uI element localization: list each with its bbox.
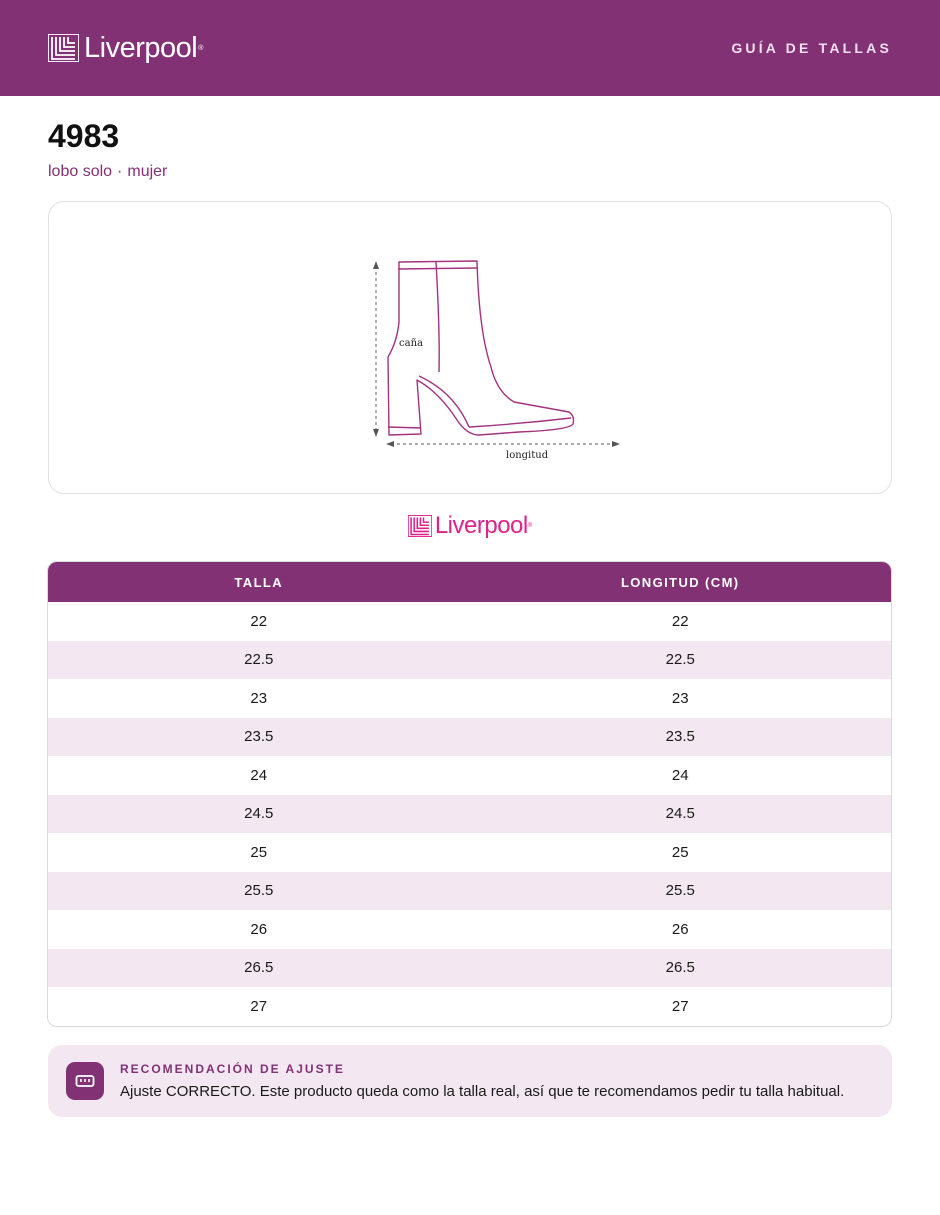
- table-header-row: [48, 562, 891, 602]
- table-row: [48, 756, 891, 795]
- size-cell: 24: [250, 766, 268, 784]
- size-cell: 26.5: [48, 949, 470, 988]
- watermark-brand-name: Liverpool: [434, 512, 528, 539]
- length-cell: 27: [671, 997, 689, 1015]
- length-cell: 22.5: [470, 641, 892, 680]
- product-subtitle: [48, 163, 892, 181]
- length-arrow-right: [612, 441, 620, 447]
- product-brand: lobo solo: [48, 163, 113, 180]
- boot-heel-base: [388, 427, 421, 428]
- size-cell: 23: [250, 689, 268, 707]
- product-title: 4983: [48, 118, 120, 154]
- column-header-size: TALLA: [48, 562, 470, 602]
- size-cell: 22.5: [48, 641, 470, 680]
- length-cell: 26.5: [470, 949, 892, 988]
- size-table: [47, 561, 892, 1027]
- table-row: [48, 795, 891, 834]
- section-title: GUÍA DE TALLAS: [731, 40, 892, 56]
- length-cell: 24.5: [470, 795, 892, 834]
- fit-recommendation: [48, 1045, 892, 1117]
- table-row: [48, 987, 891, 1026]
- length-cell: 23.5: [470, 718, 892, 757]
- boot-illustration-card: [48, 201, 892, 494]
- size-cell: 26: [250, 920, 268, 938]
- brand-registered-mark: ®: [198, 44, 204, 52]
- boot-zipper-seam: [436, 262, 439, 372]
- size-cell: 22: [250, 612, 268, 630]
- size-cell: 24.5: [48, 795, 470, 834]
- length-cell: 23: [671, 689, 689, 707]
- table-row: [48, 602, 891, 641]
- label-height: caña: [399, 338, 423, 349]
- length-cell: 25: [671, 843, 689, 861]
- recommendation-title: RECOMENDACIÓN DE AJUSTE: [120, 1061, 345, 1076]
- liverpool-logo-icon: [408, 515, 432, 537]
- boot-shaft-top: [398, 268, 477, 269]
- label-length: longitud: [506, 450, 549, 461]
- table-row: [48, 718, 891, 757]
- table-row: [48, 949, 891, 988]
- length-cell: 24: [671, 766, 689, 784]
- recommendation-text: Ajuste CORRECTO. Este producto queda como la talla real, así que te recomendamos pedir tu talla habitual.: [120, 1082, 845, 1100]
- height-arrow-bottom: [373, 429, 379, 437]
- ruler-icon: [66, 1062, 104, 1100]
- length-cell: 25.5: [470, 872, 892, 911]
- boot-sole-line: [469, 418, 571, 427]
- watermark-registered-mark: ®: [527, 523, 533, 529]
- size-cell: 23.5: [48, 718, 470, 757]
- table-row: [48, 910, 891, 949]
- length-arrow-left: [386, 441, 394, 447]
- liverpool-logo-icon: [48, 34, 79, 62]
- column-header-length: LONGITUD (CM): [470, 562, 892, 602]
- brand-logo[interactable]: [48, 32, 203, 65]
- product-gender: mujer: [127, 163, 168, 180]
- table-row: [48, 872, 891, 911]
- size-cell: 25: [250, 843, 268, 861]
- watermark-logo: [0, 512, 940, 540]
- table-row: [48, 679, 891, 718]
- subtitle-separator: ·: [117, 163, 123, 180]
- brand-name: Liverpool: [84, 31, 198, 64]
- height-arrow-top: [373, 261, 379, 269]
- table-row: [48, 833, 891, 872]
- table-row: [48, 641, 891, 680]
- length-cell: 22: [671, 612, 689, 630]
- page-header: [0, 0, 940, 96]
- size-cell: 25.5: [48, 872, 470, 911]
- boot-measurement-diagram: [339, 252, 639, 472]
- size-cell: 27: [250, 997, 268, 1015]
- length-cell: 26: [671, 920, 689, 938]
